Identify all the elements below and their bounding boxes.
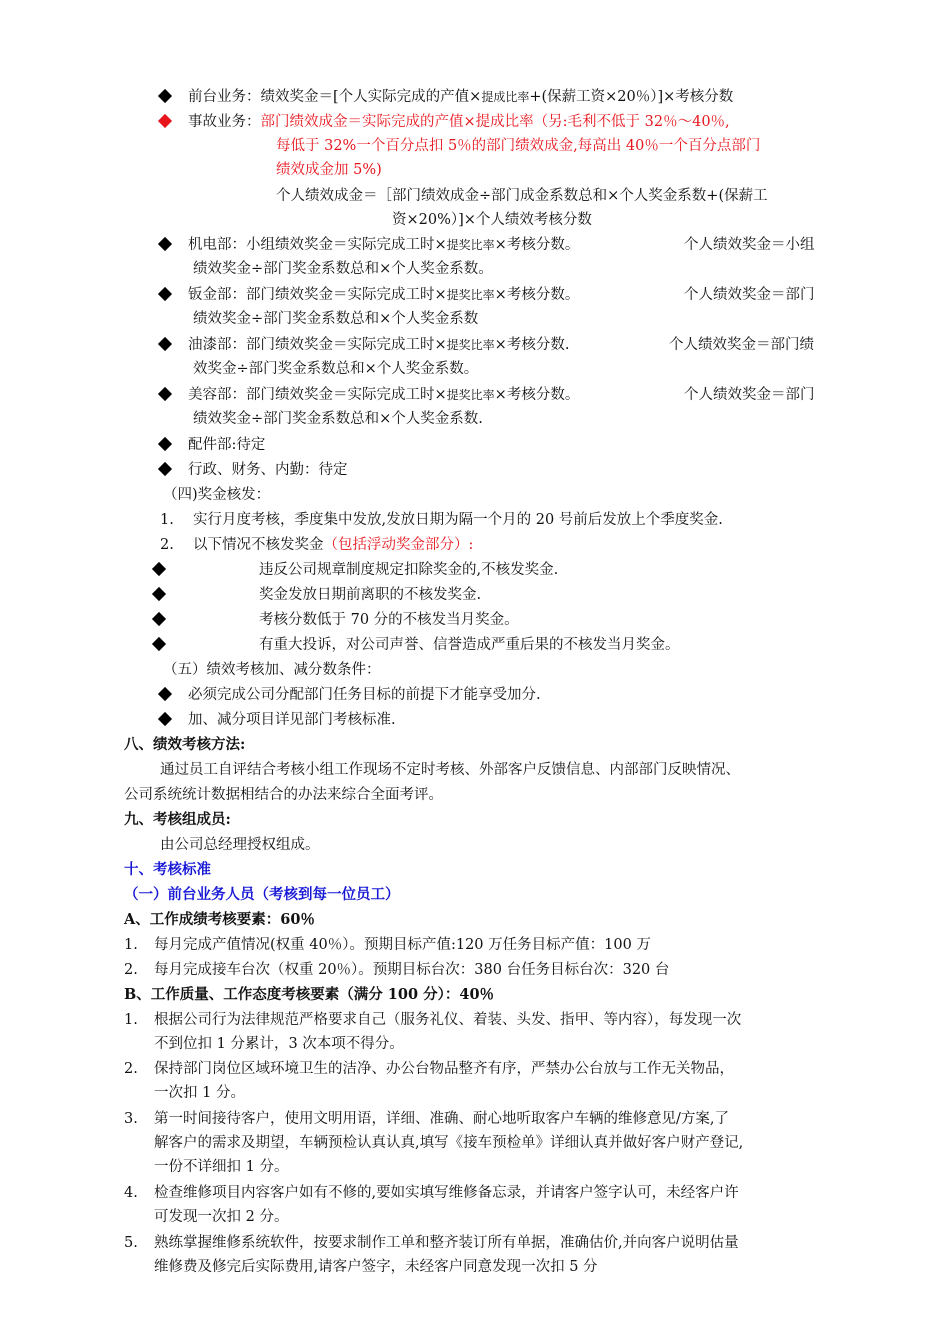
diamond-bullet-icon xyxy=(158,237,172,251)
text-line: 一次扣 1 分。 xyxy=(154,1085,245,1101)
list-item-beauty: 美容部：部门绩效奖金＝实际完成工时×提奖比率×考核分数。 xyxy=(160,383,579,407)
text-line: 有重大投诉，对公司声誉、信誉造成严重后果的不核发当月奖金。 xyxy=(259,637,680,653)
text-line: 资×20%）]×个人绩效考核分数 xyxy=(392,212,592,228)
diamond-bullet-icon xyxy=(152,562,166,576)
numbered-item: 1. xyxy=(124,1012,138,1028)
list-item xyxy=(154,633,164,657)
text-line: 违反公司规章制度规定扣除奖金的,不核发奖金. xyxy=(259,562,559,578)
text-line: 个人绩效成金＝［部门绩效成金÷部门成金系数总和×个人奖金系数+(保薪工 xyxy=(276,188,768,204)
text-line: 检查维修项目内容客户如有不修的,要如实填写维修备忘录，并请客户签字认可，未经客户许 xyxy=(154,1185,739,1201)
text-line: 绩效奖金÷部门奖金系数总和×个人奖金系数。 xyxy=(193,261,493,277)
section-heading: 九、考核组成员: xyxy=(124,811,231,828)
text-line: 由公司总经理授权组成。 xyxy=(160,837,320,853)
list-item-accident: 事故业务：部门绩效成金＝实际完成的产值×提成比率（另:毛利不低于 32％～40％, xyxy=(160,110,730,134)
list-item: 必须完成公司分配部门任务目标的前提下才能享受加分. xyxy=(160,683,541,707)
diamond-bullet-icon xyxy=(158,287,172,301)
text-line: 熟练掌握维修系统软件，按要求制作工单和整齐装订所有单据，准确估价,并向客户说明估量 xyxy=(154,1235,739,1251)
text-line: 每月完成产值情况(权重 40％）。预期目标产值:120 万任务目标产值：100 万 xyxy=(154,937,651,953)
section-heading: 十、考核标准 xyxy=(124,861,211,878)
text-line: 个人绩效奖金＝部门绩 xyxy=(669,337,814,353)
text-line: 以下情况不核发奖金（包括浮动奖金部分）: xyxy=(193,537,474,553)
list-item: 加、减分项目详见部门考核标准. xyxy=(160,708,396,732)
text-line: 个人绩效奖金＝部门 xyxy=(684,287,815,303)
subsection-heading: （四)奖金核发： xyxy=(163,487,271,503)
diamond-bullet-icon xyxy=(158,462,172,476)
text-line: 实行月度考核，季度集中发放,发放日期为隔一个月的 20 号前后发放上个季度奖金. xyxy=(193,512,723,528)
criteria-heading: B、工作质量、工作态度考核要素（满分 100 分）：40％ xyxy=(124,986,495,1003)
subsection-heading: （一）前台业务人员（考核到每一位员工） xyxy=(124,886,400,903)
diamond-bullet-icon xyxy=(158,337,172,351)
text-line: 公司系统统计数据相结合的办法来综合全面考评。 xyxy=(124,787,443,803)
text-line: 考核分数低于 70 分的不核发当月奖金。 xyxy=(259,612,519,628)
subsection-heading: （五）绩效考核加、减分数条件： xyxy=(163,662,381,678)
diamond-bullet-icon xyxy=(158,437,172,451)
text-line: 通过员工自评结合考核小组工作现场不定时考核、外部客户反馈信息、内部部门反映情况、 xyxy=(160,762,740,778)
diamond-bullet-icon xyxy=(152,587,166,601)
text-line: 每月完成接车台次（权重 20％）。预期目标台次：380 台任务目标台次：320 台 xyxy=(154,962,670,978)
diamond-bullet-icon xyxy=(152,612,166,626)
text-line: 第一时间接待客户，使用文明用语，详细、准确、耐心地听取客户车辆的维修意见/方案,了 xyxy=(154,1111,729,1127)
text-line: 绩效奖金÷部门奖金系数总和×个人奖金系数. xyxy=(193,411,483,427)
text-line: 可发现一次扣 2 分。 xyxy=(154,1209,289,1225)
text-line: 绩效奖金÷部门奖金系数总和×个人奖金系数 xyxy=(193,311,479,327)
list-item xyxy=(154,583,164,607)
diamond-bullet-icon xyxy=(152,637,166,651)
list-item-parts: 配件部:待定 xyxy=(160,433,265,457)
text-line: 根据公司行为法律规范严格要求自己（服务礼仪、着装、头发、指甲、等内容），每发现一次 xyxy=(154,1012,742,1028)
diamond-bullet-icon xyxy=(158,89,172,103)
list-item xyxy=(154,608,164,632)
text-line: 维修费及修完后实际费用,请客户签字，未经客户同意发现一次扣 5 分 xyxy=(154,1259,598,1275)
diamond-bullet-icon xyxy=(158,387,172,401)
diamond-bullet-icon xyxy=(158,114,172,128)
list-item-paint: 油漆部：部门绩效奖金＝实际完成工时×提奖比率×考核分数. xyxy=(160,333,569,357)
list-item-front-desk: 前台业务：绩效奖金＝[个人实际完成的产值×提成比率+(保薪工资×20％）]×考核分数 xyxy=(160,85,733,109)
list-item-admin: 行政、财务、内勤：待定 xyxy=(160,458,348,482)
text-line: 个人绩效奖金＝小组 xyxy=(684,237,815,253)
numbered-item: 1. xyxy=(124,937,138,953)
text-line: 一份不详细扣 1 分。 xyxy=(154,1159,289,1175)
numbered-item: 1. xyxy=(160,512,174,528)
list-item xyxy=(154,558,164,582)
text-line: 保持部门岗位区域环境卫生的洁净、办公台物品整齐有序，严禁办公台放与工作无关物品， xyxy=(154,1061,734,1077)
text-line: 效奖金÷部门奖金系数总和×个人奖金系数。 xyxy=(193,361,479,377)
text-line: 解客户的需求及期望，车辆预检认真认真,填写《接车预检单》详细认真并做好客户财产登记, xyxy=(154,1135,744,1151)
numbered-item: 5. xyxy=(124,1235,138,1251)
criteria-heading: A、工作成绩考核要素：60％ xyxy=(124,911,315,928)
text-line: 绩效成金加 5%) xyxy=(276,162,382,178)
diamond-bullet-icon xyxy=(158,687,172,701)
text-line: 奖金发放日期前离职的不核发奖金. xyxy=(259,587,482,603)
text-line: 每低于 32%一个百分点扣 5％的部门绩效成金,每高出 40％一个百分点部门 xyxy=(276,138,761,154)
list-item-electrical: 机电部：小组绩效奖金＝实际完成工时×提奖比率×考核分数。 xyxy=(160,233,579,257)
numbered-item: 2. xyxy=(124,962,138,978)
numbered-item: 4. xyxy=(124,1185,138,1201)
text-line: 不到位扣 1 分累计，3 次本项不得分。 xyxy=(154,1036,404,1052)
numbered-item: 3. xyxy=(124,1111,138,1127)
list-item-sheet-metal: 钣金部：部门绩效奖金＝实际完成工时×提奖比率×考核分数。 xyxy=(160,283,579,307)
section-heading: 八、绩效考核方法: xyxy=(124,736,246,753)
numbered-item: 2. xyxy=(124,1061,138,1077)
text-line: 个人绩效奖金＝部门 xyxy=(684,387,815,403)
numbered-item: 2. xyxy=(160,537,174,553)
diamond-bullet-icon xyxy=(158,712,172,726)
